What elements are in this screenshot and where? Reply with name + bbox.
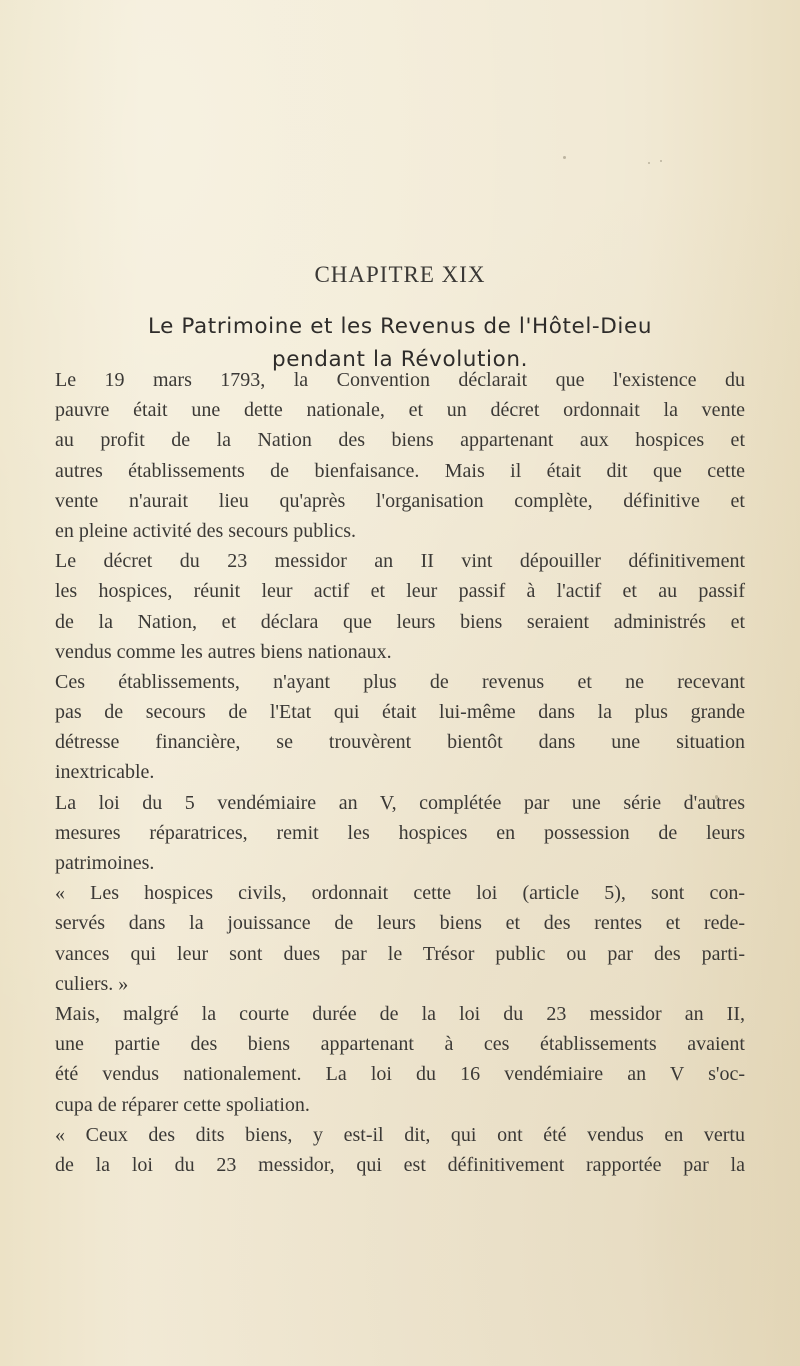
text-line: de la Nation, et déclara que leurs biens seraient administrés et xyxy=(55,610,745,633)
chapter-heading: CHAPITRE XIX xyxy=(314,262,486,287)
body-text xyxy=(55,365,745,1180)
text-line: pauvre était une dette nationale, et un décret ordonnait la vente xyxy=(55,399,745,422)
text-line: « Les hospices civils, ordonnait cette loi (article 5), sont con- xyxy=(55,882,745,905)
text-line: patrimoines. xyxy=(55,852,155,874)
paper-speck xyxy=(668,619,671,622)
chapter-title-line: pendant la Révolution. xyxy=(271,347,529,372)
text-line: Ces établissements, n'ayant plus de revenus et ne recevant xyxy=(55,670,745,693)
paper-speck xyxy=(648,162,650,164)
text-line: mesures réparatrices, remit les hospices en possession de leurs xyxy=(55,821,745,844)
text-line: Le décret du 23 messidor an II vint dépouiller définitivement xyxy=(55,550,745,573)
text-line: pas de secours de l'Etat qui était lui-même dans la plus grande xyxy=(55,701,745,724)
text-line: de la loi du 23 messidor, qui est définitivement rapportée par la xyxy=(55,1153,745,1176)
text-line: en pleine activité des secours publics. xyxy=(55,519,357,542)
paper-speck xyxy=(715,795,718,799)
text-line: « Ceux des dits biens, y est-il dit, qui ont été vendus en vertu xyxy=(55,1123,745,1146)
text-line: servés dans la jouissance de leurs biens et des rentes et rede- xyxy=(55,912,745,935)
text-line: détresse financière, se trouvèrent bientôt dans une situation xyxy=(55,731,745,754)
text-line: vances qui leur sont dues par le Trésor public ou par des parti- xyxy=(55,942,745,965)
text-line: été vendus nationalement. La loi du 16 vendémiaire an V s'oc- xyxy=(55,1063,745,1086)
text-line: autres établissements de bienfaisance. Mais il était dit que cette xyxy=(55,459,745,482)
text-line: cupa de réparer cette spoliation. xyxy=(55,1093,310,1116)
text-line: Le 19 mars 1793, la Convention déclarait que l'existence du xyxy=(55,369,745,391)
text-line: vendus comme les autres biens nationaux. xyxy=(55,640,392,663)
text-line: La loi du 5 vendémiaire an V, complétée par une série d'autres xyxy=(55,791,745,814)
text-line: les hospices, réunit leur actif et leur passif à l'actif et au passif xyxy=(55,580,745,603)
chapter-title-line: Le Patrimoine et les Revenus de l'Hôtel-Dieu xyxy=(147,314,653,339)
text-line: inextricable. xyxy=(55,761,155,784)
text-line: Mais, malgré la courte durée de la loi du 23 messidor an II, xyxy=(55,1002,745,1025)
text-line: vente n'aurait lieu qu'après l'organisation complète, définitive et xyxy=(55,489,745,512)
text-line: au profit de la Nation des biens appartenant aux hospices et xyxy=(55,429,745,452)
text-line: culiers. » xyxy=(55,972,129,995)
paper-speck xyxy=(563,156,566,159)
text-line: une partie des biens appartenant à ces établissements avaient xyxy=(55,1033,745,1056)
paper-speck xyxy=(660,160,662,162)
